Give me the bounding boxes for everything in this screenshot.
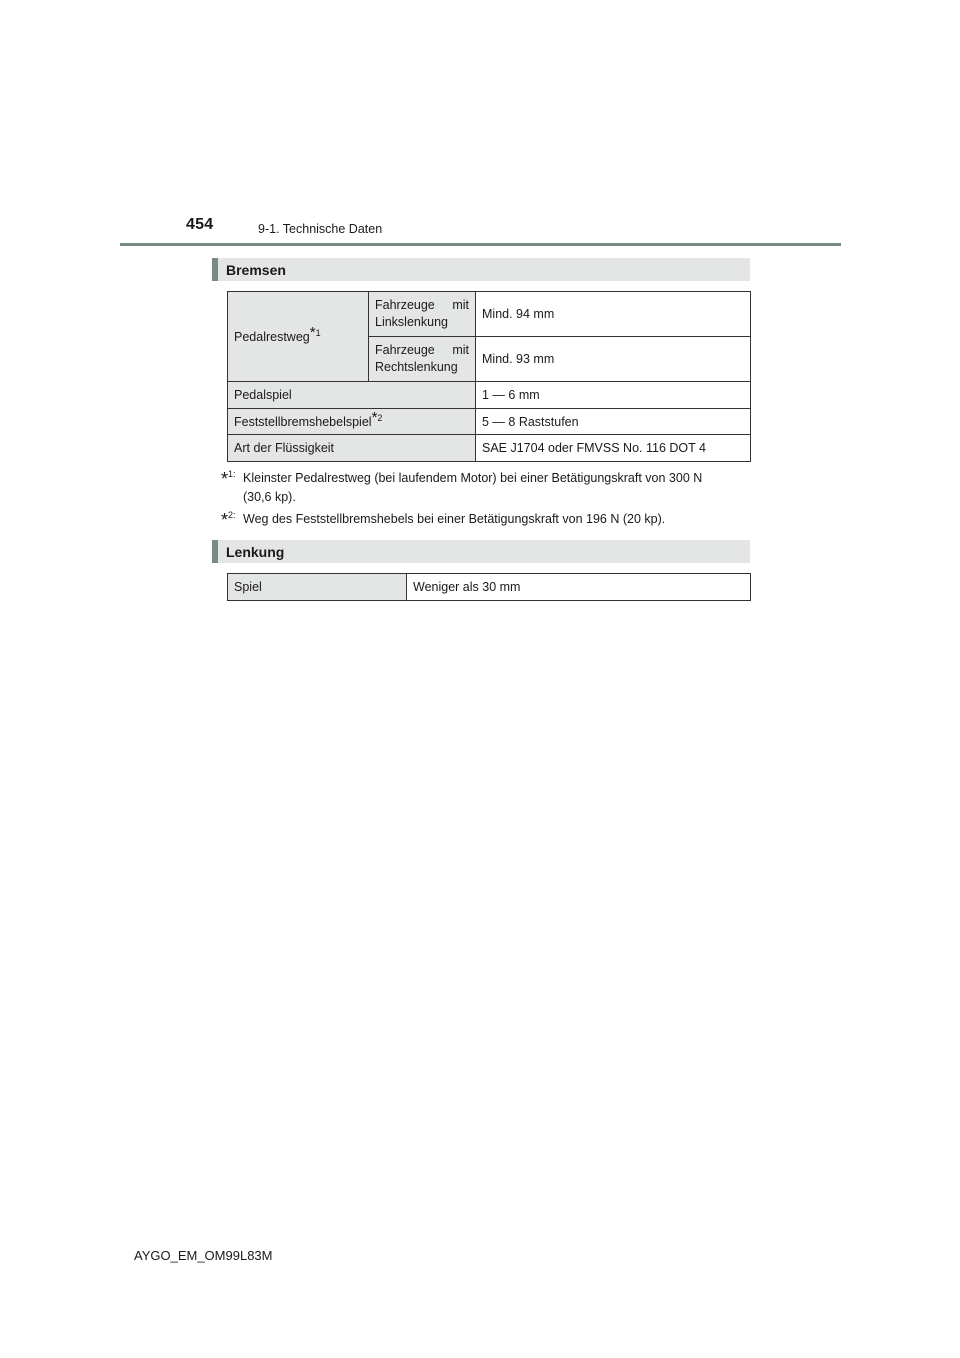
footnote-marker: *$^{1:}$ [221, 469, 236, 489]
rhd-value: Mind. 93 mm [476, 337, 751, 382]
table-row [228, 574, 751, 601]
rhd-condition-word1: Fahrzeuge [375, 343, 435, 357]
footnote-star-icon: * [371, 409, 378, 427]
footnote-1 [221, 467, 751, 506]
table-row [228, 292, 751, 337]
rhd-condition-word2: mit [452, 343, 469, 357]
footnote-ref: 2 [377, 412, 383, 423]
lhd-condition-cell [369, 292, 476, 337]
steering-heading-bar [212, 540, 750, 563]
footnote-marker: *$^{2:}$ [221, 510, 236, 530]
parking-brake-label: Feststellbremshebelspiel [234, 414, 372, 429]
lhd-condition-line2: Linkslenkung [375, 315, 448, 329]
footnote-2-text: Weg des Feststellbremshebels bei einer Betätigungskraft von 196 N (20 kp). [243, 512, 666, 526]
fluid-label: Art der Flüssigkeit [228, 435, 476, 462]
brakes-heading: Bremsen [226, 262, 286, 278]
table-row [228, 435, 751, 462]
rhd-condition-cell [369, 337, 476, 382]
table-row [228, 409, 751, 435]
steering-play-value: Weniger als 30 mm [407, 574, 751, 601]
brakes-table [227, 291, 751, 462]
footnote-1-text: Kleinster Pedalrestweg (bei laufendem Motor) bei einer Betätigungskraft von 300 N [243, 471, 703, 485]
table-row [228, 382, 751, 409]
header-rule [120, 243, 841, 246]
page-number: 454 [186, 216, 214, 233]
footnote-star-icon: * [221, 510, 229, 530]
footnote-2 [221, 508, 751, 529]
brakes-heading-bar [212, 258, 750, 281]
steering-play-label: Spiel [228, 574, 407, 601]
steering-table [227, 573, 751, 601]
lhd-condition-word2: mit [452, 298, 469, 312]
lhd-value: Mind. 94 mm [476, 292, 751, 337]
pedal-reserve-label-cell [228, 292, 369, 382]
footnote-star-icon: * [309, 324, 316, 342]
footnote-star-icon: * [221, 469, 229, 489]
fluid-value: SAE J1704 oder FMVSS No. 116 DOT 4 [476, 435, 751, 462]
parking-brake-label-cell [228, 409, 476, 435]
lhd-condition-word1: Fahrzeuge [375, 298, 435, 312]
pedal-play-value: 1 — 6 mm [476, 382, 751, 409]
steering-heading: Lenkung [226, 544, 285, 560]
section-title: 9-1. Technische Daten [258, 222, 383, 236]
doc-code: AYGO_EM_OM99L83M [134, 1248, 273, 1263]
pedal-reserve-label: Pedalrestweg [234, 329, 310, 344]
footnote-ref: 1 [315, 327, 321, 338]
rhd-condition-line2: Rechtslenkung [375, 360, 458, 374]
pedal-play-label: Pedalspiel [228, 382, 476, 409]
parking-brake-value: 5 — 8 Raststufen [476, 409, 751, 435]
footnote-1-text-cont: (30,6 kp). [243, 490, 296, 504]
